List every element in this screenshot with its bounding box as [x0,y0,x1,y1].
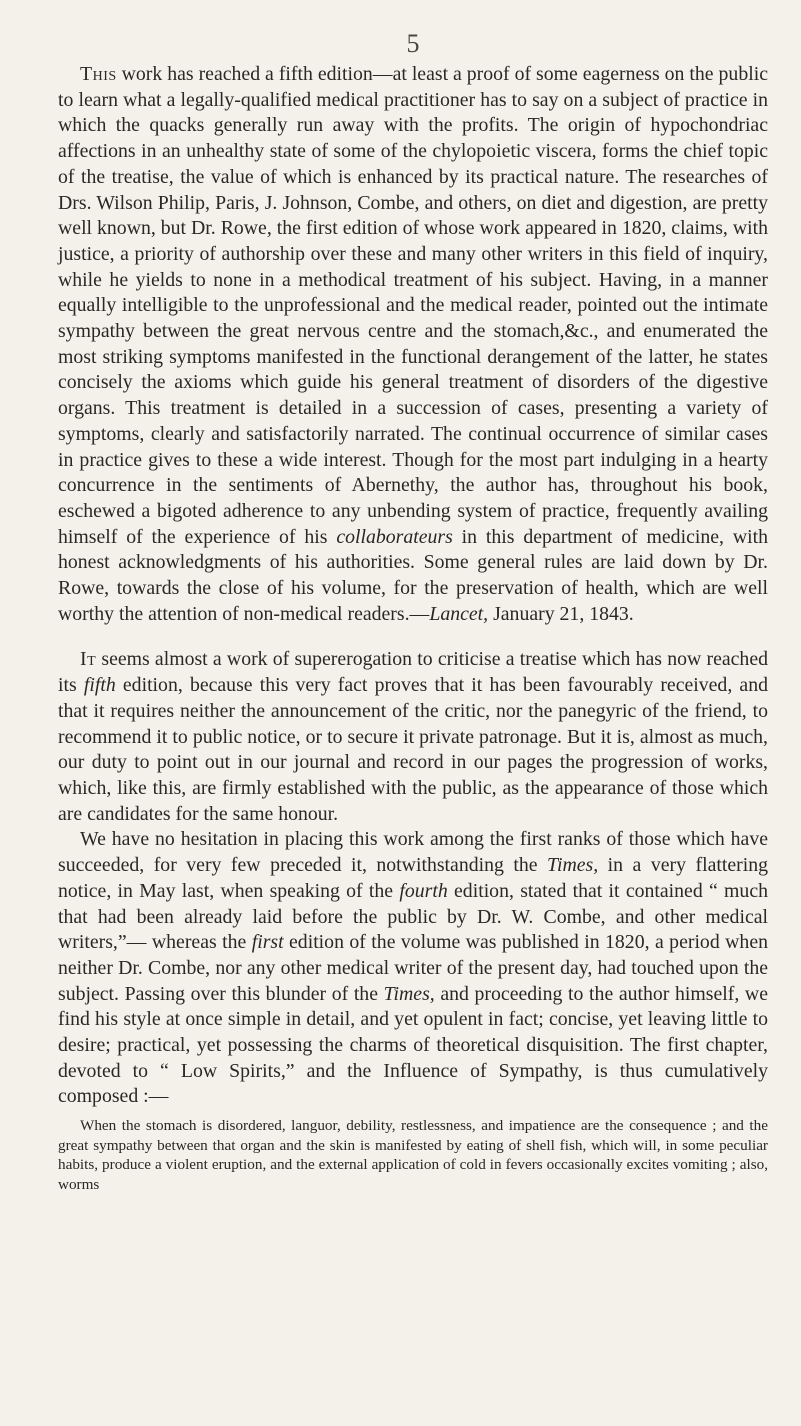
text-segment: edition, because this very fact proves that it has been favourably received, and that it requires neither the announcement of the critic, nor the panegyric of the friend, to recommend it to public notice, or to secure it private patronage. But it is, almost as much, our duty to point out in our journal and record in our pages the progression of works, which, like this, are firmly established with the public, as the appearance of those which are candidates for the same honour. [58,674,768,825]
text-segment: and proceeding to the author himself, we find his style at once simple in detail, and yet opulent in fact; concise, yet leaving little to desire; practical, yet possessing the charms of theoretical disquisition. The first chapter, devoted to “ Low Spirits,” and the Influence of Sympathy, is thus cumulatively composed :— [58,982,768,1108]
text-segment: seems almost a work of supererogation to criticise a treatise which has now reached its [58,648,768,697]
lead-word: It [80,648,97,671]
text-segment: in this department of medicine, with honest acknowledgments of his authorities. Some general rules are laid down by Dr. Rowe, towards the close of his volume, for the preservation of health, which are well worthy the attention of non-medical readers.— [58,525,768,625]
review-lancet [58,62,768,627]
section-gap [58,627,768,647]
text-segment: in a very flattering notice, in May last, when speaking of the [58,854,768,902]
source-name: Lancet, [429,602,489,625]
italic-term: Times, [383,982,435,1005]
document-page [58,0,768,1195]
italic-term: fifth [83,674,116,697]
quoted-extract [58,1116,768,1194]
text-segment: work has reached a fifth edition—at least a proof of some eagerness on the public to learn what a legally-qualified medical practitioner has to say on a subject of practice in which the quacks generally run away with the profits. The origin of hypochondriac affections in an unhealthy state of some of the chylopoietic viscera, forms the chief topic of the treatise, the value of which is enhanced by its practical nature. The researches of Drs. Wilson Philip, Paris, J. Johnson, Combe, and others, on diet and digestion, are pretty well known, but Dr. Rowe, the first edition of whose work appeared in 1820, claims, with justice, a priority of authorship over these and many other writers in this field of inquiry, while he yields to none in a methodical treatment of his subject. Having, in a manner equally intelligible to the unprofessional and the medical reader, pointed out the intimate sympathy between the great nervous centre and the stomach,&c., and enumerated the most striking symptoms manifested in the functional derangement of the latter, he states concisely the axioms which guide his general treatment of disorders of the digestive organs. This treatment is detailed in a succession of cases, presenting a variety of symptoms, clearly and satisfactorily narrated. The continual occurrence of similar cases in practice gives to these a wide interest. Though for the most part indulging in a hearty concurrence in the sentiments of Abernethy, the author has, throughout his book, eschewed a bigoted adherence to any unbending system of practice, frequently availing himself of the experience of his [58,63,768,548]
review-second-paragraph-1 [58,647,768,827]
extract-text: When the stomach is disordered, languor, debility, restlessness, and impatience are the consequence ; and the great sympathy between that organ and the skin is manifested by eating of shell fish, which will, in some peculiar habits, produce a violent eruption, and the external application of cold in fevers occasionally excites vomiting ; also, worms [58,1117,768,1193]
source-date: January 21, 1843. [488,602,634,625]
italic-term: fourth [399,879,448,902]
italic-term: first [251,931,284,954]
lead-word: This [80,63,117,85]
italic-term: collaborateurs [336,525,453,548]
page-number: 5 [406,29,420,58]
text-segment: edition, stated that it contained “ much that had been already laid before the public by Dr. W. Combe, and other medical writers,”— whereas the [58,879,768,954]
review-second-paragraph-2 [58,827,768,1110]
text-segment: We have no hesitation in placing this work among the first ranks of those which have succeeded, for very few preceded it, notwithstanding the [58,828,768,877]
italic-term: Times, [547,854,599,877]
text-segment: edition of the volume was published in 1820, a period when neither Dr. Combe, nor any other medical writer of the present day, had touched upon the subject. Passing over this blunder of the [58,931,768,1005]
